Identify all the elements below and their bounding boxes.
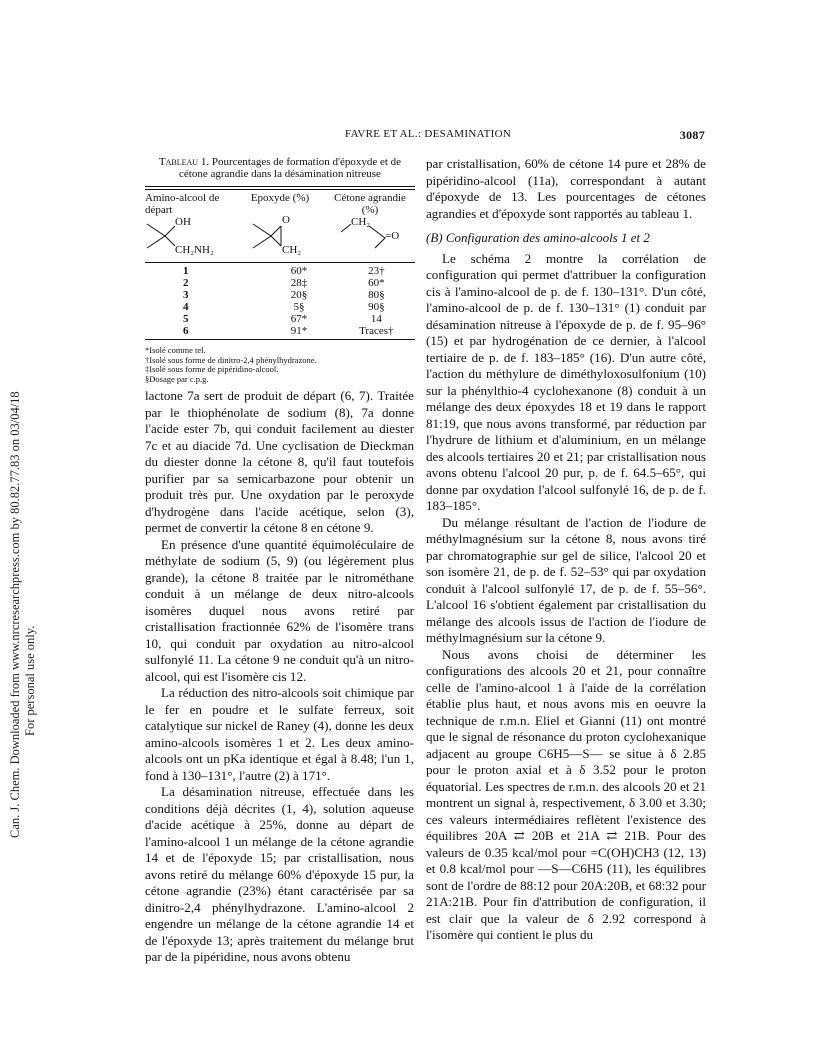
row-cetone: 80§ <box>368 289 385 301</box>
row-cetone: 60* <box>368 277 385 289</box>
table-row <box>145 277 415 289</box>
table-caption <box>145 156 415 180</box>
row-epoxyde: 20§ <box>290 289 308 301</box>
row-cetone: Traces† <box>359 325 394 337</box>
row-compound: 6 <box>183 325 189 337</box>
row-compound: 3 <box>183 289 189 301</box>
left-column <box>145 388 414 966</box>
row-cetone: 23† <box>368 265 385 277</box>
table-label: Tableau 1. <box>158 156 210 168</box>
table-rule-bottom <box>145 339 415 340</box>
right-column <box>426 156 706 944</box>
table-row <box>145 301 415 313</box>
running-title: FAVRE ET AL.: DESAMINATION <box>345 128 512 140</box>
ketone-ch2-label: CH₂ <box>351 216 371 228</box>
row-epoxyde: 67* <box>290 313 308 325</box>
download-notice <box>6 180 36 840</box>
download-line: Can. J. Chem. Downloaded from www.nrcresearchpress.com by 80.82.77.83 on 03/04/18 <box>8 391 22 838</box>
table-structures <box>145 216 415 260</box>
table-rule-top2 <box>145 189 415 190</box>
table-rule-top <box>145 186 415 187</box>
personal-use-line: For personal use only. <box>23 625 37 736</box>
paragraph: Nous avons choisi de déterminer les configurations des alcools 20 et 21, pour connaître celle de l'amino-alcool 1 à l'aide de la corrélation établie plus haut, et nous avons mis en oeuvre la technique de r.m.n. Eliel et Gianni (11) ont montré que le signal de résonance du proton cyclohexanique adjacent au groupe C6H5—S— se situe à δ 2.85 pour le proton axial et à δ 3.52 pour le proton équatorial. Les spectres de r.m.n. des alcools 20 et 21 montrent un signal à, respectivement, δ 3.00 et 3.30; ces valeurs intermédiaires reflètent l'existence des équilibres 20A ⇄ 20B et 21A ⇄ 21B. Pour des valeurs de 0.35 kcal/mol pour =C(OH)CH3 (12, 13) et 0.8 kcal/mol pour —S—C6H5 (11), les équilibres sont de l'ordre de 88:12 pour 20A:20B, et 68:32 pour 21A:21B. Pour fin d'attribution de configuration, il est clair que la valeur de δ 2.92 correspond à l'isomère qui contient le plus du <box>426 646 706 942</box>
aminoalcohol-structure <box>145 216 235 260</box>
table-rule-mid <box>145 262 415 263</box>
table-header-aminoalcool: Amino-alcool de départ <box>145 192 220 216</box>
section-heading: (B) Configuration des amino-alcools 1 et 2 <box>426 230 650 245</box>
row-compound: 5 <box>183 313 189 325</box>
table-header-row <box>145 192 415 216</box>
epoxide-structure <box>235 216 325 260</box>
table-row <box>145 325 415 337</box>
table-header-epoxyde: Epoxyde (%) <box>250 192 310 204</box>
row-compound: 2 <box>183 277 189 289</box>
table-footnote: ‡Isolé sous forme de pipéridino-alcool. <box>145 364 279 374</box>
ketone-structure <box>325 216 415 260</box>
table-row <box>145 313 415 325</box>
row-epoxyde: 60* <box>290 265 308 277</box>
ch2nh2-label: CH₂NH₂ <box>175 244 214 256</box>
row-compound: 4 <box>183 301 189 313</box>
epoxide-ch2-label: CH₂ <box>282 244 302 256</box>
paragraph: par cristallisation, 60% de cétone 14 pure et 28% de pipéridino-alcool (11a), correspondant à autant d'époxyde de 13. Les pourcentages de cétones agrandies et d'époxyde sont rapportés au tableau 1. <box>426 156 706 221</box>
oh-label: OH <box>175 216 191 228</box>
row-cetone: 90§ <box>368 301 385 313</box>
table-1 <box>145 156 415 384</box>
table-footnote: §Dosage par c.p.g. <box>145 373 209 384</box>
table-footnote: *Isolé comme tel. <box>145 345 206 355</box>
paragraph: Du mélange résultant de l'action de l'iodure de méthylmagnésium sur la cétone 8, nous avons tiré par chromatographie sur gel de silice, l'alcool 20 et son isomère 21, de p. de f. 52–53° qui par oxydation conduit à l'alcool sulfonylé 17, de p. de f. 55–56°. L'alcool 16 s'obtient également par cristallisation du mélange des alcools issus de l'action de l'iodure de méthylmagnésium sur la cétone 9. <box>426 514 706 645</box>
paragraph: lactone 7a sert de produit de départ (6, 7). Traitée par le thiophénolate de sodium (8), 7a donne l'acide ester 7b, qui conduit facilement au diester 7c et au diacide 7d. Une cyclisation de Dieckman du diester donne la cétone 8, qu'il faut toutefois purifier par sa semicarbazone pour obtenir un produit très pur. Une oxydation par le peroxyde d'hydrogène dans l'acide acétique, selon (3), permet de convertir la cétone 8 en cétone 9. <box>145 388 414 535</box>
row-cetone: 14 <box>370 313 382 325</box>
row-epoxyde: 5§ <box>293 301 305 313</box>
row-epoxyde: 91* <box>290 325 308 337</box>
table-header-cetone: Cétone agrandie (%) <box>334 192 406 216</box>
paragraph: Le schéma 2 montre la corrélation de configuration qui permet d'attribuer la configuration cis à l'amino-alcool de p. de f. 130–131°. D'un côté, l'amino-alcool de p. de f. 130–131° (1) conduit par désamination nitreuse à l'époxyde de p. de f. 95–96° (15) et par hydrogénation de ce dernier, à l'alcool tertiaire de p. de f. 183–185° (16). D'un autre côté, l'action du méthylure de diméthyloxosulfonium (10) sur la phénylthio-4 cyclohexanone (8) conduit à un mélange des deux époxydes 18 et 19 dans le rapport 81:19, que nous avons transformé, par réduction par l'hydrure de lithium et d'aluminium, en un mélange des alcools tertiaires 20 et 21; par cristallisation nous avons obtenu l'alcool 20 pur, p. de f. 64.5–65°, qui donne par oxydation l'alcool sulfonylé 16, de p. de f. 183–185°. <box>426 250 706 513</box>
table-footnotes <box>145 346 415 384</box>
table-row <box>145 289 415 301</box>
row-compound: 1 <box>183 265 189 277</box>
table-row <box>145 265 415 277</box>
table-footnote: †Isolé sous forme de dinitro-2,4 phénylhydrazone. <box>145 354 317 365</box>
table-caption-text: Pourcentages de formation d'époxyde et de cétone agrandie dans la désamination nitreuse <box>179 156 402 180</box>
row-epoxyde: 28‡ <box>290 277 308 289</box>
epoxide-o-label: O <box>282 214 290 226</box>
paragraph: En présence d'une quantité équimoléculaire de méthylate de sodium (5, 9) (ou légèrement plus grande), la cétone 8 traitée par le nitrométhane conduit à un mélange de deux nitro-alcools isomères duquel nous avons retiré par cristallisation fractionnée 62% de l'isomère trans 10, qui conduit par oxydation au nitro-alcool sulfonylé 11. La cétone 9 ne conduit qu'à un nitro-alcool, qui est l'isomère cis 12. <box>145 536 414 684</box>
paragraph: La réduction des nitro-alcools soit chimique par le fer en poudre et le sulfate ferreux, soit catalytique sur nickel de Raney (4), donne les deux amino-alcools isomères 1 et 2. Les deux amino-alcools ont un pKa identique et égal à 8.48; l'un 1, fond à 130–131°, l'autre (2) à 171°. <box>145 685 414 783</box>
page-number: 3087 <box>679 128 705 142</box>
paragraph: La désamination nitreuse, effectuée dans les conditions déjà décrites (1, 4), solution aqueuse d'acide acétique à 25%, donne au départ de l'amino-alcool 1 un mélange de la cétone agrandie 14 et de l'époxyde 15; par cristallisation, nous avons retiré du mélange 60% d'époxyde 15 pur, la cétone agrandie (23%) étant caractérisée par sa dinitro-2,4 phénylhydrazone. L'amino-alcool 2 engendre un mélange de la cétone agrandie 14 et de l'époxyde 13; après traitement du mélange brut par de la pipéridine, nous avons obtenu <box>145 784 414 964</box>
epoxide-skeleton <box>235 216 325 260</box>
ketone-o-label: =O <box>385 230 400 242</box>
